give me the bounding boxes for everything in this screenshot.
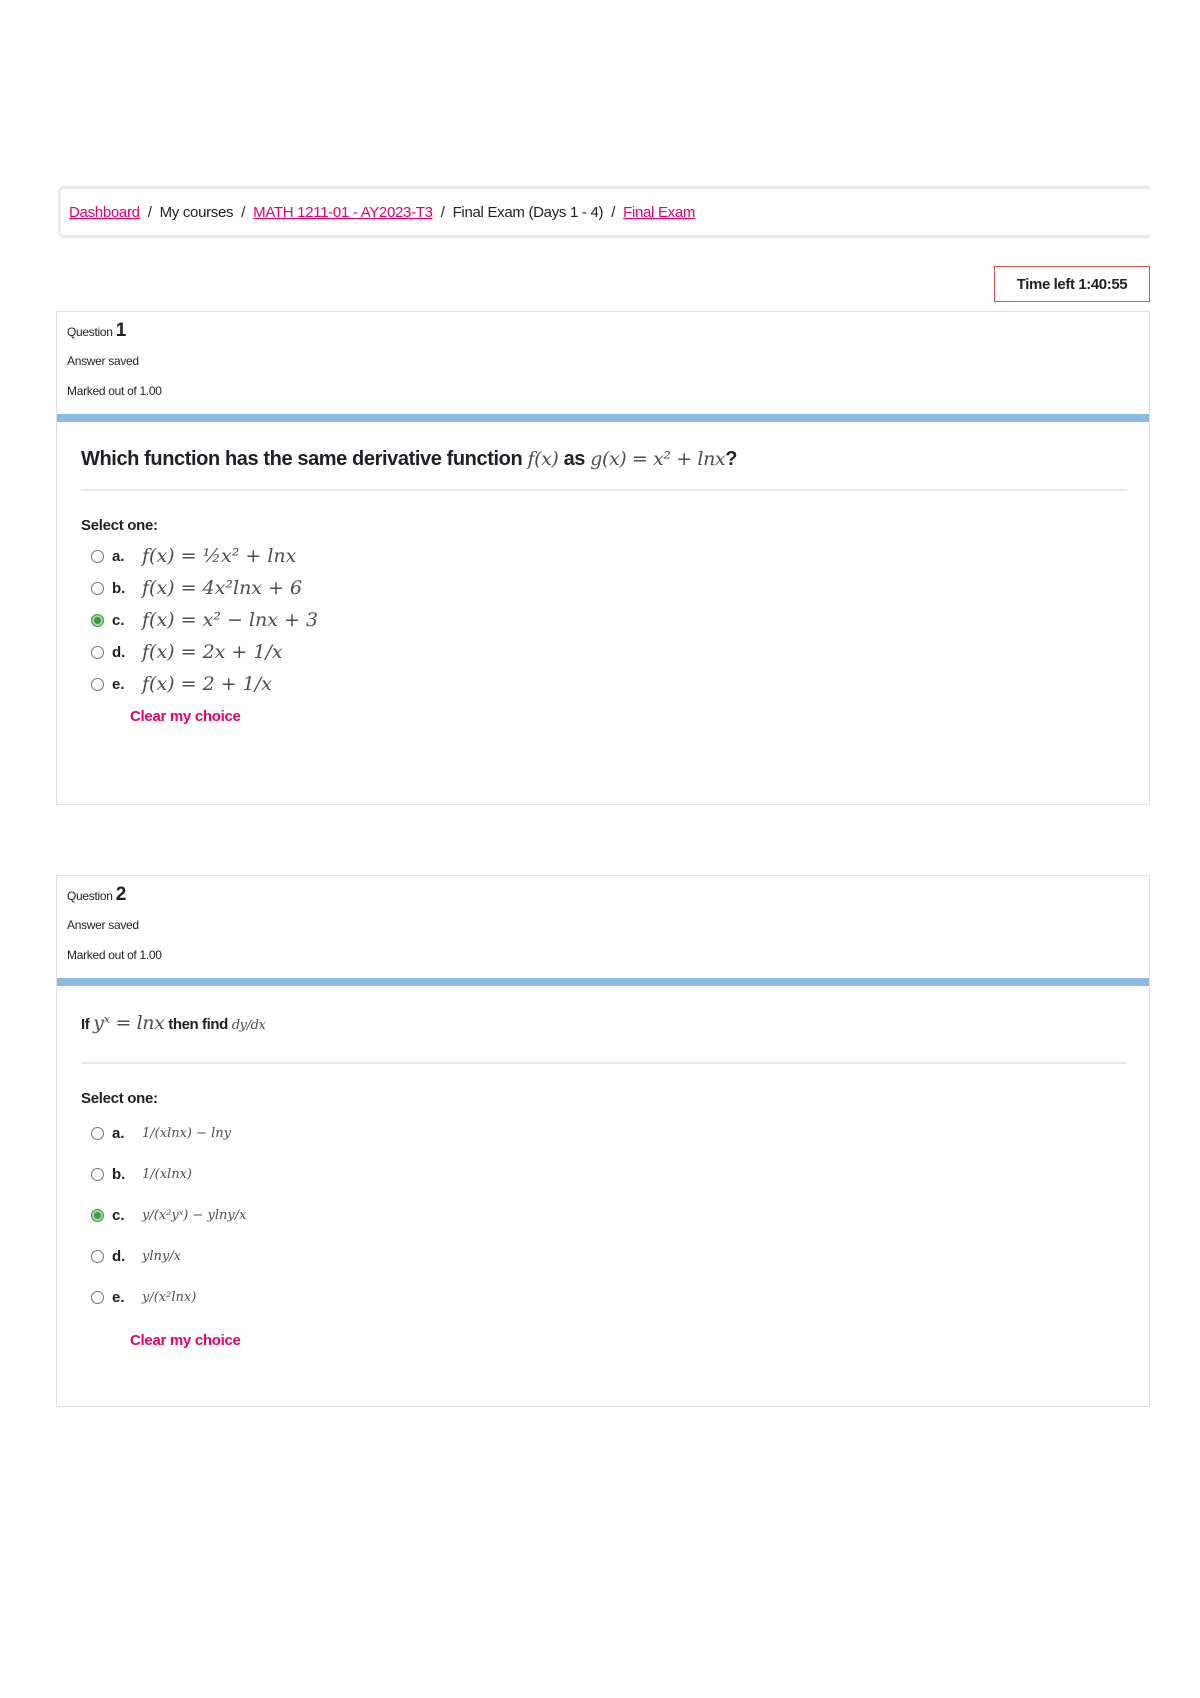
answer-option-d[interactable] <box>81 636 1127 668</box>
answer-option-e[interactable] <box>81 668 1127 700</box>
question-card-2 <box>56 875 1150 1407</box>
breadcrumb <box>58 186 1150 238</box>
option-expression: f(x) = 2x + 1/x <box>142 641 283 663</box>
question-state: Answer saved <box>67 918 139 932</box>
option-letter: b. <box>112 579 126 597</box>
option-expression: f(x) = ½x² + lnx <box>142 545 297 567</box>
option-letter: d. <box>112 1248 126 1265</box>
question-content <box>57 422 1149 725</box>
answer-option-a[interactable] <box>81 1113 1127 1154</box>
question-separator <box>81 1062 1127 1064</box>
question-state: Answer saved <box>67 354 139 368</box>
option-expression: 1/(xlnx) <box>142 1167 192 1182</box>
question-number-value: 1 <box>115 320 126 341</box>
answer-option-c[interactable] <box>81 1195 1127 1236</box>
question-text-part: Which function has the same derivative function <box>81 448 528 470</box>
question-text <box>81 448 1127 471</box>
question-card-1 <box>56 311 1150 805</box>
question-math: dy/dx <box>231 1018 266 1033</box>
radio-button-selected[interactable] <box>91 1209 104 1222</box>
answer-option-b[interactable] <box>81 572 1127 604</box>
question-info <box>57 876 1149 978</box>
breadcrumb-link-dashboard[interactable]: Dashboard <box>69 203 140 221</box>
question-grade: Marked out of 1.00 <box>67 948 162 962</box>
question-text <box>81 1012 1127 1034</box>
radio-button[interactable] <box>91 1168 104 1181</box>
select-one-prompt: Select one: <box>81 517 158 534</box>
option-expression: ylny/x <box>142 1249 181 1264</box>
question-content <box>57 986 1149 1349</box>
answer-option-a[interactable] <box>81 540 1127 572</box>
option-letter: c. <box>112 1207 125 1224</box>
question-separator <box>81 489 1127 491</box>
question-number <box>67 884 1141 906</box>
option-letter: b. <box>112 1166 126 1183</box>
option-letter: d. <box>112 643 126 661</box>
radio-button[interactable] <box>91 678 104 691</box>
option-expression: f(x) = x² − lnx + 3 <box>142 609 319 631</box>
question-label: Question <box>67 325 113 339</box>
radio-button[interactable] <box>91 582 104 595</box>
question-divider-bar <box>57 978 1149 986</box>
time-left-timer: Time left 1:40:55 <box>994 266 1150 302</box>
answer-option-b[interactable] <box>81 1154 1127 1195</box>
question-number <box>67 320 1141 342</box>
option-expression: f(x) = 2 + 1/x <box>142 673 272 695</box>
question-divider-bar <box>57 414 1149 422</box>
answer-option-d[interactable] <box>81 1236 1127 1277</box>
option-expression: 1/(xlnx) − lny <box>142 1126 232 1141</box>
question-text-part: as <box>558 448 591 470</box>
breadcrumb-link-course[interactable]: MATH 1211-01 - AY2023-T3 <box>253 203 433 221</box>
option-expression: y/(x²lnx) <box>142 1290 197 1305</box>
clear-my-choice-link[interactable]: Clear my choice <box>130 708 241 725</box>
breadcrumb-link-final-exam[interactable]: Final Exam <box>623 203 696 221</box>
option-letter: e. <box>112 1289 125 1306</box>
radio-button-selected[interactable] <box>91 614 104 627</box>
radio-button[interactable] <box>91 550 104 563</box>
question-text-part: If <box>81 1016 94 1033</box>
breadcrumb-separator: / <box>440 203 445 221</box>
breadcrumb-separator: / <box>241 203 246 221</box>
option-letter: c. <box>112 611 125 629</box>
answer-options <box>81 1113 1127 1318</box>
question-grade: Marked out of 1.00 <box>67 384 162 398</box>
radio-button[interactable] <box>91 1291 104 1304</box>
breadcrumb-separator: / <box>611 203 616 221</box>
question-text-part: then find <box>164 1016 232 1033</box>
breadcrumb-item-my-courses: My courses <box>159 203 234 221</box>
option-letter: e. <box>112 675 125 693</box>
question-number-value: 2 <box>115 884 126 905</box>
select-one-prompt: Select one: <box>81 1090 158 1107</box>
question-math: g(x) = x² + lnx <box>590 448 726 470</box>
answer-options <box>81 540 1127 700</box>
answer-option-e[interactable] <box>81 1277 1127 1318</box>
option-expression: f(x) = 4x²lnx + 6 <box>142 577 303 599</box>
clear-my-choice-link[interactable]: Clear my choice <box>130 1332 241 1349</box>
option-letter: a. <box>112 1125 125 1142</box>
question-info <box>57 312 1149 414</box>
radio-button[interactable] <box>91 646 104 659</box>
answer-option-c[interactable] <box>81 604 1127 636</box>
question-text-part: ? <box>725 448 738 470</box>
breadcrumb-item-section: Final Exam (Days 1 - 4) <box>452 203 604 221</box>
option-expression: y/(x²yˣ) − ylny/x <box>142 1208 247 1223</box>
radio-button[interactable] <box>91 1250 104 1263</box>
radio-button[interactable] <box>91 1127 104 1140</box>
option-letter: a. <box>112 547 125 565</box>
question-math: yˣ = lnx <box>93 1012 165 1034</box>
breadcrumb-separator: / <box>147 203 152 221</box>
question-math: f(x) <box>527 448 559 470</box>
question-label: Question <box>67 889 113 903</box>
